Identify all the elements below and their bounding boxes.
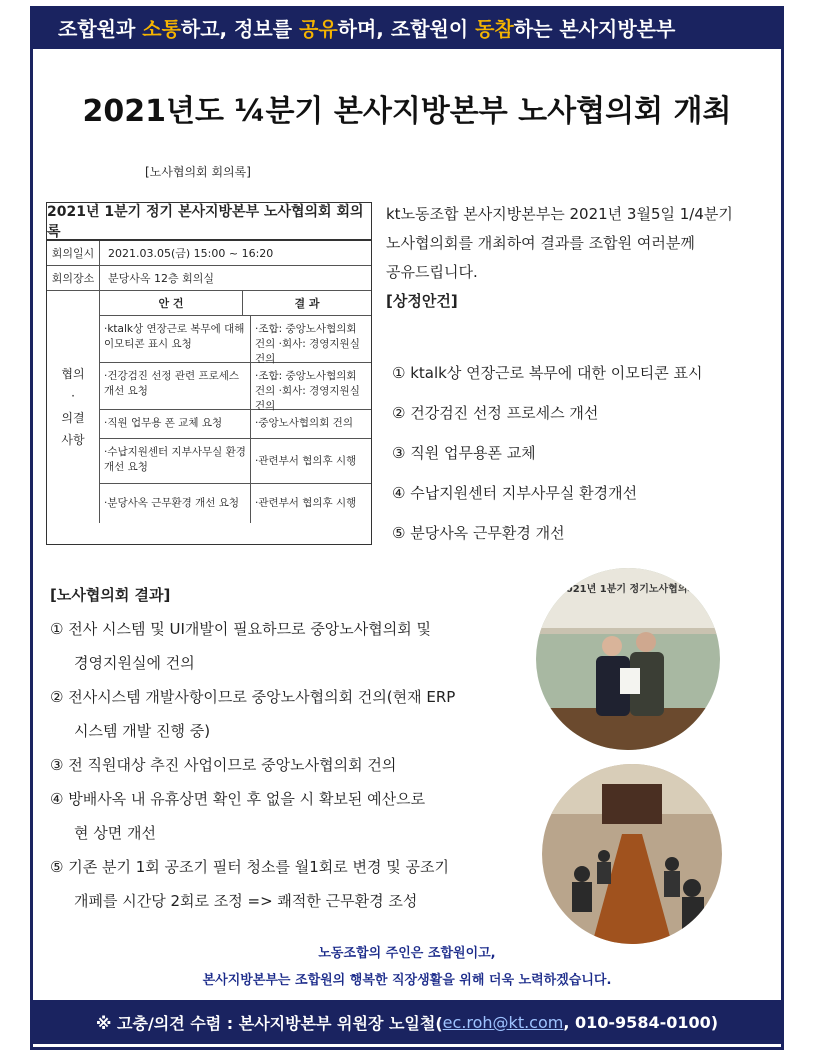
minutes-title: 2021년 1분기 정기 본사지방본부 노사협의회 회의록 <box>47 203 371 241</box>
agenda-heading: [상정안건] <box>386 292 458 310</box>
list-item: ⑤ 기존 분기 1회 공조기 필터 청소를 월1회로 변경 및 공조기 <box>50 858 449 876</box>
date-value: 2021.03.05(금) 15:00 ~ 16:20 <box>108 247 274 260</box>
list-item: ① ktalk상 연장근로 복무에 대한 이모티콘 표시 <box>392 364 703 382</box>
footer-banner: ※ 고충/의견 수렴 : 본사지방본부 위원장 노일철( ec.roh@kt.com , 010-9584-0100) <box>30 1000 784 1044</box>
list-item: ② 건강검진 선정 프로세스 개선 <box>392 404 599 422</box>
page-title: 2021년도 ¼분기 본사지방본부 노사협의회 개최 <box>82 94 732 129</box>
meeting-photo-conference <box>542 764 722 944</box>
list-item: ③ 전 직원대상 추진 사업이므로 중앙노사협의회 건의 <box>50 756 397 774</box>
photo-banner-text: 2021년 1분기 정기노사협의회 <box>558 584 698 595</box>
list-item: ② 전사시스템 개발사항이므로 중앙노사협의회 건의(현재 ERP <box>50 688 456 706</box>
agenda-side-label: 협의 · 의결 사항 <box>47 291 100 523</box>
list-item: ④ 수납지원센터 지부사무실 환경개선 <box>392 484 638 502</box>
table-row: ·ktalk상 연장근로 복무에 대해 이모티콘 표시 요청 ·조합: 중앙노사협의회 건의 ·회사: 경영지원실 건의 <box>100 316 371 363</box>
closing-line-1: 노동조합의 주인은 조합원이고, <box>318 946 496 961</box>
list-item: ③ 직원 업무용폰 교체 <box>392 444 536 462</box>
minutes-agenda <box>47 291 371 523</box>
minutes-document <box>46 202 372 545</box>
email-link[interactable]: ec.roh@kt.com <box>442 1012 564 1032</box>
list-item: ⑤ 분당사옥 근무환경 개선 <box>392 524 565 542</box>
list-item: ④ 방배사옥 내 유휴상면 확인 후 없을 시 확보된 예산으로 <box>50 790 426 808</box>
minutes-date-row <box>47 241 371 266</box>
date-label: 회의일시 <box>47 241 100 265</box>
place-value: 분당사옥 12층 회의실 <box>108 272 214 285</box>
table-row: ·직원 업무용 폰 교체 요청 ·중앙노사협의회 건의 <box>100 410 371 439</box>
minutes-caption: [노사협의회 회의록] <box>145 165 251 179</box>
table-row: ·건강검진 선정 관련 프로세스 개선 요청 ·조합: 중앙노사협의회 건의 ·회사: 경영지원실 건의 <box>100 363 371 410</box>
agenda-header: 안 건 결 과 <box>100 291 371 316</box>
minutes-place-row <box>47 266 371 291</box>
table-row: ·수납지원센터 지부사무실 환경 개선 요청 ·관련부서 협의후 시행 <box>100 439 371 484</box>
meeting-photo-handshake <box>536 568 720 750</box>
agenda-items <box>392 359 703 559</box>
intro-text: kt노동조합 본사지방본부는 2021년 3월5일 1/4분기 노사협의회를 개최하여 결과를 조합원 여러분께 공유드립니다. [상정안건] <box>386 200 776 316</box>
header-text: 조합원과 소통하고, 정보를 공유하며, 조합원이 동참하는 본사지방본부 <box>58 17 676 41</box>
header-banner <box>30 6 784 49</box>
results-heading: [노사협의회 결과] <box>50 586 171 604</box>
agenda-table <box>100 291 371 523</box>
table-row: ·분당사옥 근무환경 개선 요청 ·관련부서 협의후 시행 <box>100 484 371 523</box>
results-section: [노사협의회 결과] ① 전사 시스템 및 UI개발이 필요하므로 중앙노사협의회 및 경영지원실에 건의 ② 전사시스템 개발사항이므로 중앙노사협의회 건의(현재 ERP 시스템 개발 진행 중) ③ 전 직원대상 추진 사업이므로 중앙노사협의회 건의 ④ 방배사옥 내 유휴상면 확인 후 없을 시 확보된 예산으로 현 상면 개선 ⑤ 기존 분기 1회 공조기 필터 청소를 월1회로 변경 및 공조기 개페를 시간당 2회로 조정 => 쾌적한 근무환경 조성 <box>50 578 520 918</box>
list-item: ① 전사 시스템 및 UI개발이 필요하므로 중앙노사협의회 및 <box>50 620 432 638</box>
place-label: 회의장소 <box>47 266 100 290</box>
closing-line-2: 본사지방본부는 조합원의 행복한 직장생활을 위해 더욱 노력하겠습니다. <box>202 973 612 988</box>
